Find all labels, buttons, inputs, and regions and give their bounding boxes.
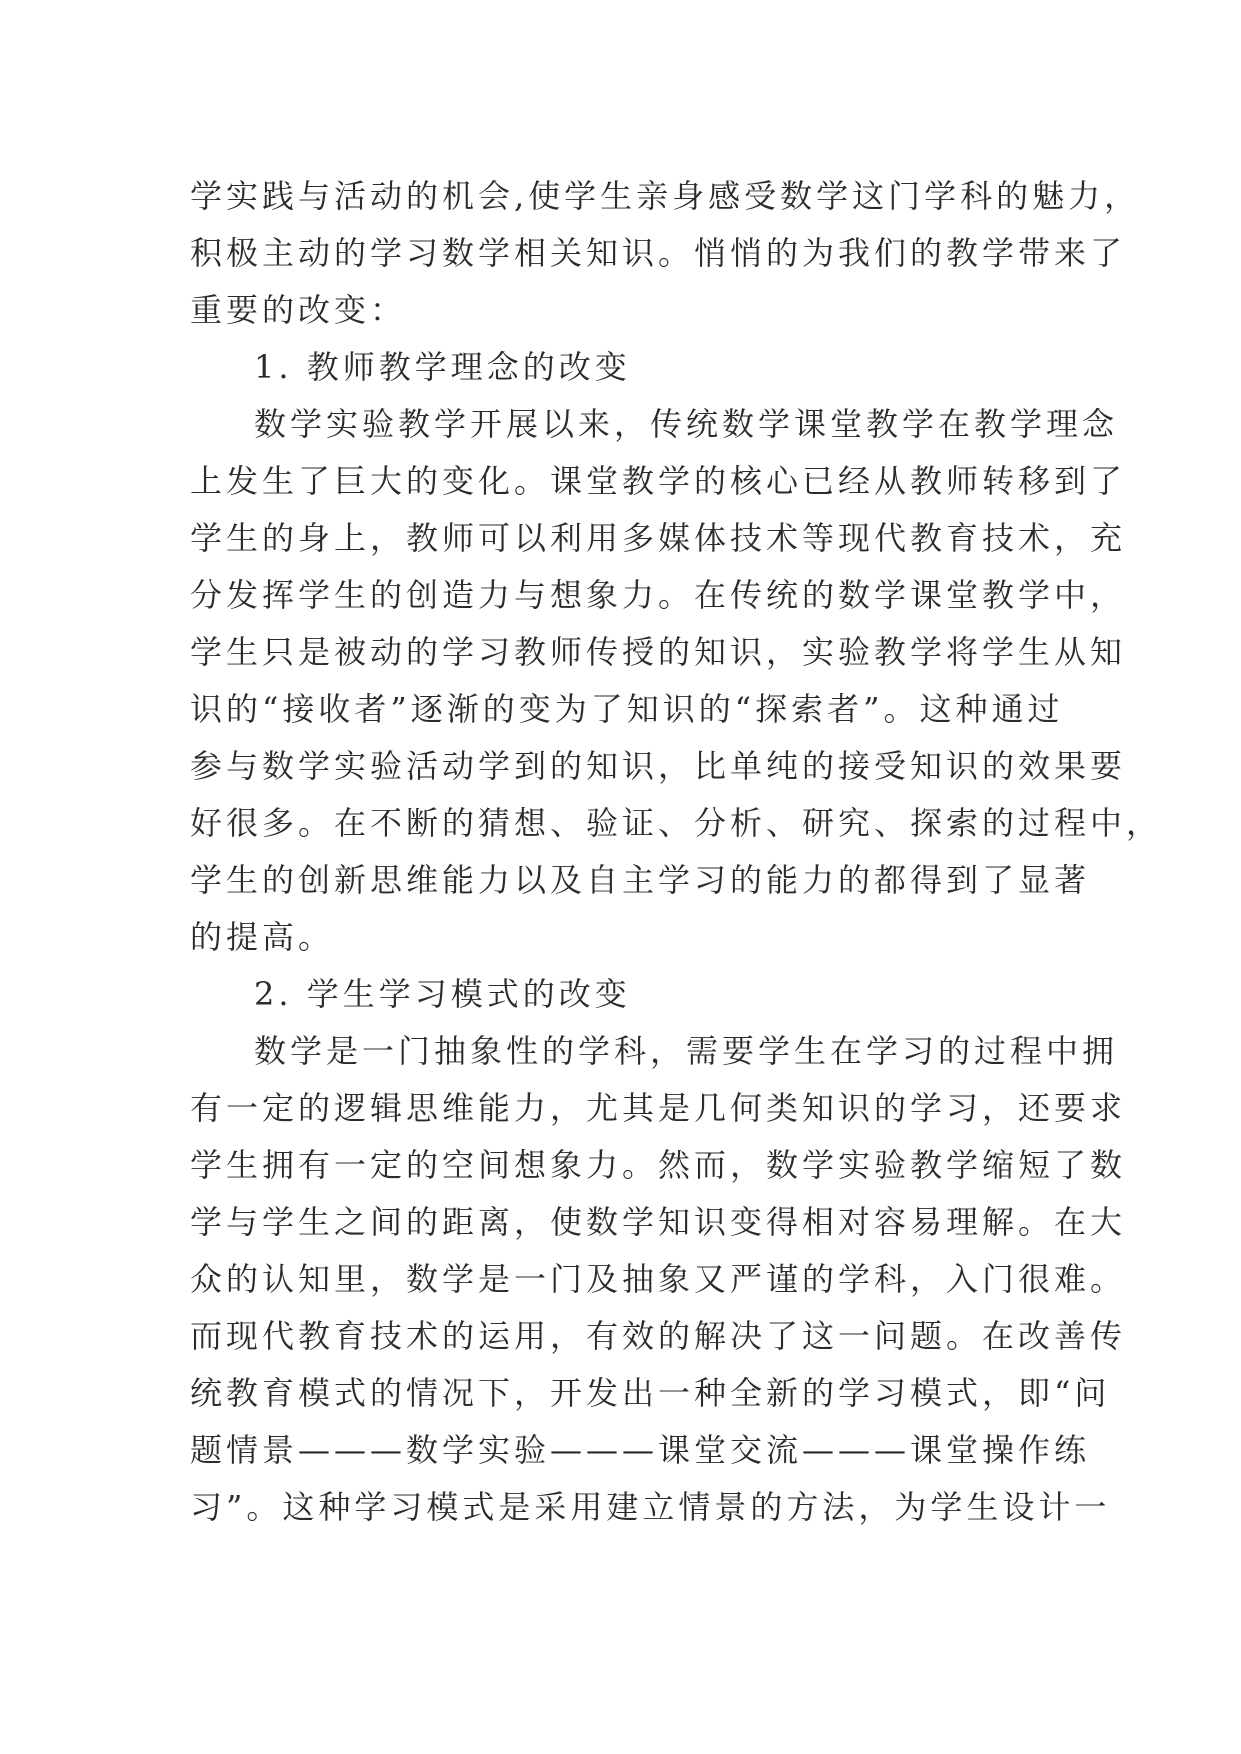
text-line: 学与学生之间的距离，使数学知识变得相对容易理解。在大 [190, 1203, 1127, 1241]
text-line: 数学是一门抽象性的学科，需要学生在学习的过程中拥 [254, 1032, 1119, 1070]
text-line: 好很多。在不断的猜想、验证、分析、研究、探索的过程中， [190, 804, 1163, 842]
text-line: 上发生了巨大的变化。课堂教学的核心已经从教师转移到了 [190, 462, 1127, 500]
text-line: 学生的创新思维能力以及自主学习的能力的都得到了显著 [190, 861, 1091, 899]
text-line: 题情景———数学实验———课堂交流———课堂操作练 [190, 1431, 1091, 1469]
section-heading-2: 2. 学生学习模式的改变 [254, 975, 631, 1013]
section-heading-1: 1. 教师教学理念的改变 [254, 348, 631, 386]
text-line: 有一定的逻辑思维能力，尤其是几何类知识的学习，还要求 [190, 1089, 1127, 1127]
text-line: 识的“接收者”逐渐的变为了知识的“探索者”。这种通过 [190, 690, 1064, 728]
text-line: 学生的身上，教师可以利用多媒体技术等现代教育技术，充 [190, 519, 1127, 557]
text-line: 学生只是被动的学习教师传授的知识，实验教学将学生从知 [190, 633, 1127, 671]
text-line: 重要的改变： [190, 291, 407, 329]
text-line: 习”。这种学习模式是采用建立情景的方法，为学生设计一 [190, 1488, 1111, 1526]
text-line: 分发挥学生的创造力与想象力。在传统的数学课堂教学中， [190, 576, 1127, 614]
text-line: 积极主动的学习数学相关知识。悄悄的为我们的教学带来了 [190, 234, 1127, 272]
text-line: 而现代教育技术的运用，有效的解决了这一问题。在改善传 [190, 1317, 1127, 1355]
body-text [190, 168, 1163, 1536]
text-line: 学实践与活动的机会,使学生亲身感受数学这门学科的魅力， [190, 177, 1141, 215]
text-line: 学生拥有一定的空间想象力。然而，数学实验教学缩短了数 [190, 1146, 1127, 1184]
text-line: 统教育模式的情况下，开发出一种全新的学习模式，即“问 [190, 1374, 1111, 1412]
text-line: 的提高。 [190, 918, 335, 956]
text-line: 众的认知里，数学是一门及抽象又严谨的学科，入门很难。 [190, 1260, 1127, 1298]
text-line: 数学实验教学开展以来，传统数学课堂教学在教学理念 [254, 405, 1119, 443]
text-line: 参与数学实验活动学到的知识，比单纯的接受知识的效果要 [190, 747, 1127, 785]
